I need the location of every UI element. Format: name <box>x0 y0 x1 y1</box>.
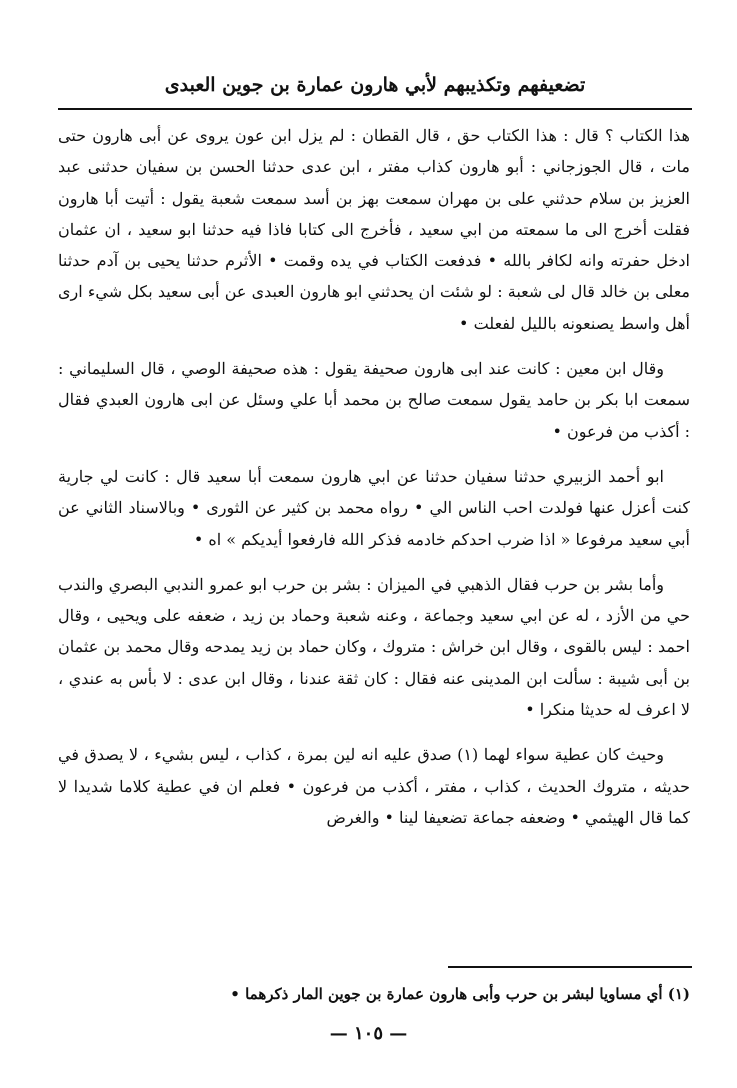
running-header: تضعيفهم وتكذيبهم لأبي هارون عمارة بن جوين العبدى <box>164 74 586 96</box>
paragraph-1: هذا الكتاب ؟ قال : هذا الكتاب حق ، قال القطان : لم يزل ابن عون يروى عن أبى هارون حتى مات ، قال الجوزجاني : أبو هارون كذاب مفتر ، ابن عدى حدثنا الحسن بن سفيان حدثنى عبد العزيز بن سلام حدثني على بن مهران سمعت بهز بن أسد سمعت شعبة يقول : أتيت أبا هارون فقلت أخرج الى ما سمعته من ابي سعيد ، فأخرج الى كتابا فاذا فيه حدثنا ابو سعيد ، ان عثمان ادخل حفرته وانه لكافر بالله • فدفعت الكتاب في يده وقمت • الأثرم حدثنا يحيى بن آدم حدثنا معلى بن خالد قال لى شعبة : لو شئت ان يحدثني ابو هارون العبدى عن أبى سعيد بكل شيء ارى أهل واسط يصنعونه بالليل لفعلت • <box>58 126 691 333</box>
main-text <box>58 120 690 833</box>
paragraph-5: وحيث كان عطية سواء لهما (١) صدق عليه انه لين بمرة ، كذاب ، ليس بشيء ، لا يصدق في حديثه ، متروك الحديث ، كذاب ، مفتر ، أكذب من فرعون • فعلم ان في عطية كلاما شديدا لا كما قال الهيثمي • وضعفه جماعة تضعيفا لينا • والغرض <box>58 745 690 827</box>
footnote: (١) أي مساويا لبشر بن حرب وأبى هارون عمارة بن جوين المار ذكرهما • <box>230 985 690 1003</box>
header-rule <box>58 108 692 110</box>
page-number: — ١٠٥ — <box>329 1023 408 1044</box>
paragraph-2: وقال ابن معين : كانت عند ابى هارون صحيفة يقول : هذه صحيفة الوصي ، قال السليماني : سمعت ابا بكر بن حامد يقول سمعت صالح بن محمد أبا علي وسئل عن ابى هارون العبدي فقال : أكذب من فرعون • <box>58 359 690 441</box>
paragraph-3: ابو أحمد الزبيري حدثنا سفيان حدثنا عن ابي هارون سمعت أبا سعيد قال : كانت لي جارية كنت أعزل عنها فولدت احب الناس الي • رواه محمد بن كثير عن الثورى • وبالاسناد الثاني عن أبي سعيد مرفوعا « اذا ضرب احدكم خادمه فذكر الله فارفعوا أيديكم » اه • <box>58 466 690 549</box>
paragraph-4: وأما بشر بن حرب فقال الذهبي في الميزان : بشر بن حرب ابو عمرو الندبي البصري والندب حي من الأزد ، له عن ابي سعيد وجماعة ، وعنه شعبة وحماد بن زيد ، ضعفه على ويحيى ، وقال احمد : ليس بالقوى ، وقال ابن خراش : متروك ، وكان حماد بن زيد يمدحه وقال محمد بن عثمان بن أبى شيبة : سألت ابن المدينى عنه فقال : كان ثقة عندنا ، وقال ابن عدى : لا بأس به عندي ، لا اعرف له حديثا منكرا • <box>58 574 690 720</box>
footnote-rule <box>448 966 692 968</box>
